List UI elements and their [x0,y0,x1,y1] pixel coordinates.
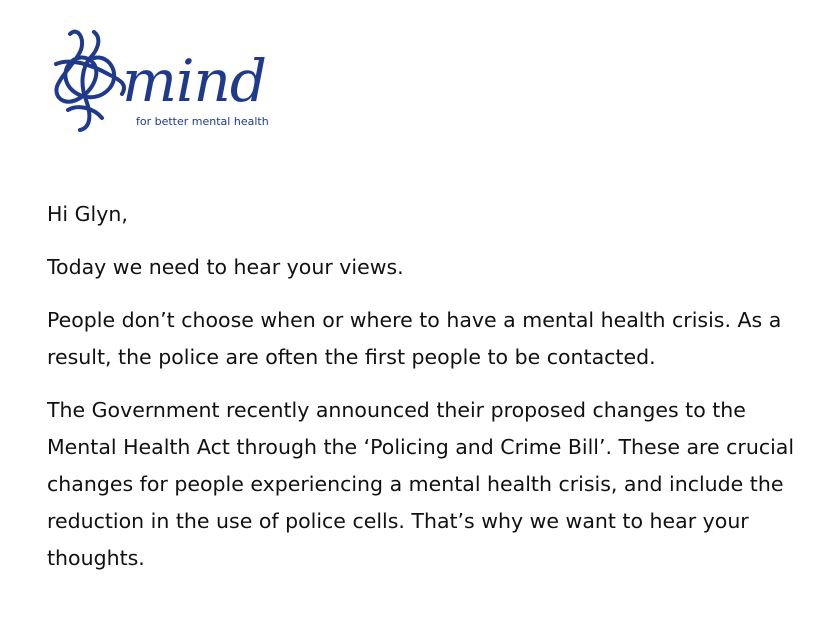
scribble-figure-icon [50,24,130,134]
brand-wordmark: mind [122,47,267,115]
paragraph-crisis: People don’t choose when or where to have a mental health crisis. As a result, the police are often the first people to be contacted. [47,308,782,369]
brand-tagline: for better mental health [136,115,269,128]
greeting: Hi Glyn, [47,202,128,226]
mind-logo [50,24,300,136]
email-body [47,196,807,593]
paragraph-bill: The Government recently announced their proposed changes to the Mental Health Act through the ‘Policing and Crime Bill’. These are crucial changes for people experiencing a mental health crisis, and include the reduction in the use of police cells. That’s why we want to hear your thoughts. [47,398,795,570]
paragraph-intro: Today we need to hear your views. [47,255,404,279]
